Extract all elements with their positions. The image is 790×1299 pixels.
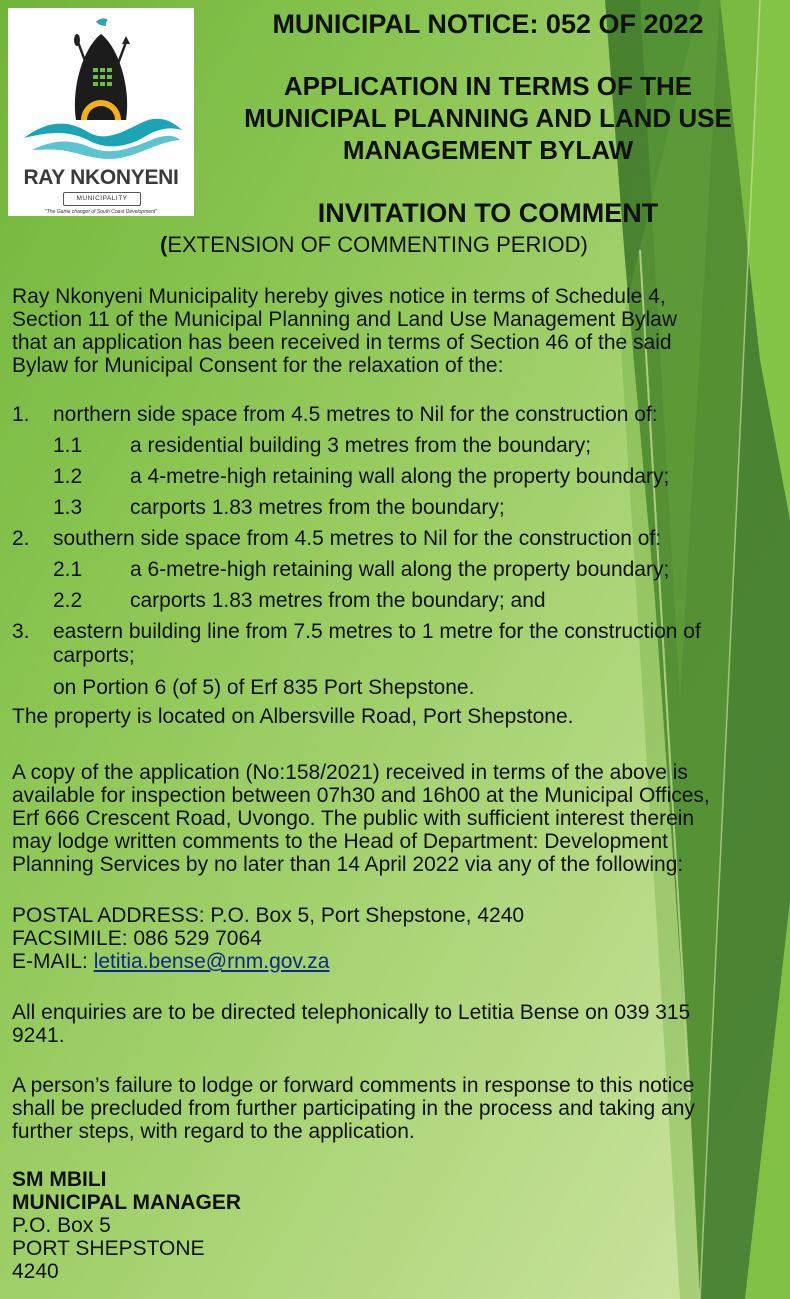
list-number: 1. bbox=[12, 403, 30, 426]
extension-text: EXTENSION OF COMMENTING PERIOD) bbox=[167, 232, 588, 257]
sub-list-text: carports 1.83 metres from the boundary; and bbox=[130, 589, 546, 612]
copy-line: A copy of the application (No:158/2021) received in terms of the above is bbox=[12, 761, 688, 784]
notice-title: MUNICIPAL NOTICE: 052 OF 2022 bbox=[272, 9, 704, 39]
signature-address-line: P.O. Box 5 bbox=[12, 1214, 111, 1237]
enquiry-line: All enquiries are to be directed telephonically to Letitia Bense on 039 315 bbox=[12, 1001, 691, 1024]
copy-line: available for inspection between 07h30 and 16h00 at the Municipal Offices, bbox=[12, 784, 710, 807]
intro-paragraph bbox=[12, 285, 777, 377]
sub-list-number: 1.1 bbox=[53, 434, 83, 457]
application-title-line: MUNICIPAL PLANNING AND LAND USE bbox=[244, 103, 732, 133]
copy-line: Planning Services by no later than 14 April 2022 via any of the following: bbox=[12, 853, 684, 876]
portion-line: on Portion 6 (of 5) of Erf 835 Port Shepstone. bbox=[53, 676, 475, 699]
sub-list-number: 1.2 bbox=[53, 465, 83, 488]
sub-list-number: 2.2 bbox=[53, 589, 83, 612]
sub-list-item bbox=[53, 465, 670, 489]
extension-paren: ( bbox=[160, 232, 168, 257]
list-text: southern side space from 4.5 metres to Nil for the construction of: bbox=[53, 527, 662, 550]
sub-list-number: 2.1 bbox=[53, 558, 83, 581]
logo-emblem bbox=[8, 8, 194, 168]
copy-paragraph bbox=[12, 761, 777, 876]
intro-line: Section 11 of the Municipal Planning and Land Use Management Bylaw bbox=[12, 308, 678, 331]
list-number: 3. bbox=[12, 620, 30, 643]
application-title-line: APPLICATION IN TERMS OF THE bbox=[283, 71, 693, 101]
intro-line: Bylaw for Municipal Consent for the relaxation of the: bbox=[12, 354, 504, 377]
copy-line: Erf 666 Crescent Road, Uvongo. The public with sufficient interest therein bbox=[12, 807, 695, 830]
application-title-line: MANAGEMENT BYLAW bbox=[342, 135, 634, 165]
list-item bbox=[12, 527, 662, 551]
failure-paragraph bbox=[12, 1074, 777, 1143]
application-title bbox=[200, 70, 776, 166]
list-item bbox=[12, 620, 701, 667]
intro-line: Ray Nkonyeni Municipality hereby gives notice in terms of Schedule 4, bbox=[12, 285, 666, 308]
list-number: 2. bbox=[12, 527, 30, 550]
logo-tagline: "The Game changer of South Coast Development" bbox=[45, 209, 157, 215]
signatory-title: MUNICIPAL MANAGER bbox=[12, 1191, 242, 1214]
sub-list-item bbox=[53, 496, 505, 520]
failure-line: A person’s failure to lodge or forward comments in response to this notice bbox=[12, 1074, 695, 1097]
location-line: The property is located on Albersville Road, Port Shepstone. bbox=[12, 705, 574, 728]
list-text: eastern building line from 7.5 metres to 1 metre for the construction of bbox=[53, 620, 701, 643]
signature-address-line: 4240 bbox=[12, 1260, 59, 1283]
logo-name: RAY NKONYENI bbox=[23, 166, 179, 189]
logo-subtitle: MUNICIPALITY bbox=[63, 192, 141, 206]
failure-line: further steps, with regard to the application. bbox=[12, 1120, 415, 1143]
sub-list-number: 1.3 bbox=[53, 496, 83, 519]
facsimile: FACSIMILE: 086 529 7064 bbox=[12, 927, 262, 950]
invitation-heading: INVITATION TO COMMENT bbox=[317, 198, 659, 228]
email-label: E-MAIL: bbox=[12, 950, 94, 973]
failure-line: shall be precluded from further participating in the process and taking any bbox=[12, 1097, 695, 1120]
sub-list-item bbox=[53, 558, 670, 582]
sub-list-text: carports 1.83 metres from the boundary; bbox=[130, 496, 505, 519]
sub-list-text: a 6-metre-high retaining wall along the property boundary; bbox=[130, 558, 670, 581]
copy-line: may lodge written comments to the Head of Department: Development bbox=[12, 830, 668, 853]
email-link[interactable]: letitia.bense@rnm.gov.za bbox=[93, 950, 330, 973]
postal-address: POSTAL ADDRESS: P.O. Box 5, Port Shepstone, 4240 bbox=[12, 904, 525, 927]
municipality-logo bbox=[8, 8, 194, 216]
enquiry-paragraph bbox=[12, 1001, 777, 1047]
list-text: northern side space from 4.5 metres to Nil for the construction of: bbox=[53, 403, 658, 426]
extension-subheading bbox=[160, 231, 588, 259]
sub-list-text: a 4-metre-high retaining wall along the property boundary; bbox=[130, 465, 670, 488]
signatory-name: SM MBILI bbox=[12, 1168, 107, 1191]
enquiry-line: 9241. bbox=[12, 1024, 65, 1047]
intro-line: that an application has been received in terms of Section 46 of the said bbox=[12, 331, 672, 354]
contact-block bbox=[12, 904, 777, 973]
sub-list-item bbox=[53, 589, 546, 613]
email-row bbox=[12, 950, 777, 973]
list-text: carports; bbox=[53, 644, 135, 667]
list-item bbox=[12, 403, 658, 427]
signature-address-line: PORT SHEPSTONE bbox=[12, 1237, 205, 1260]
sub-list-text: a residential building 3 metres from the boundary; bbox=[130, 434, 592, 457]
signature-block bbox=[12, 1168, 777, 1283]
sub-list-item bbox=[53, 434, 592, 458]
